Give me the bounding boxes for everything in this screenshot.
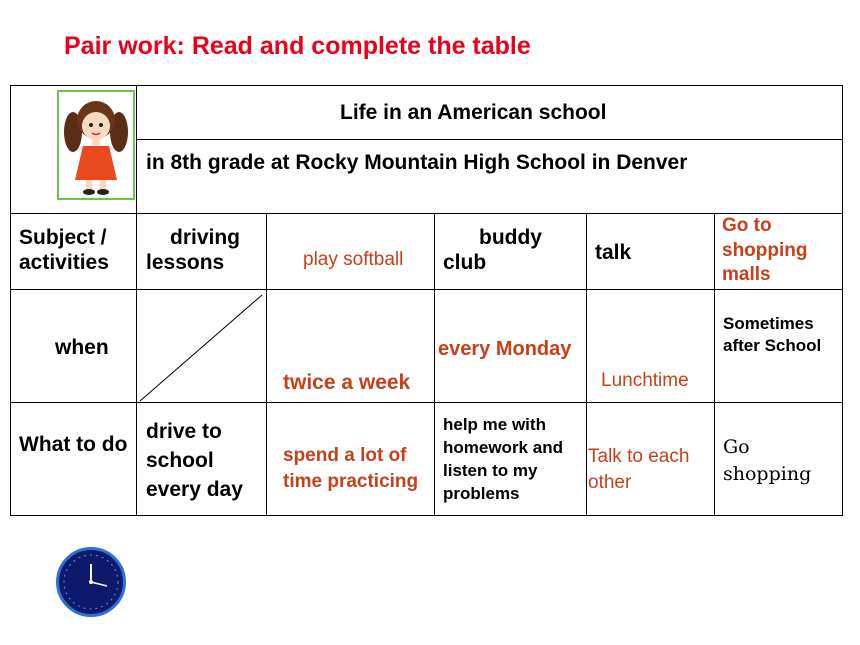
row-label-subject: Subject / activities: [19, 226, 109, 275]
when-softball: twice a week: [283, 371, 411, 394]
girl-picture: [57, 90, 135, 200]
subject-shopping-malls: Go to shopping malls: [722, 215, 808, 286]
what-driving: drive to school every day: [146, 420, 243, 501]
subject-play-softball: play softball: [303, 249, 404, 270]
subject-buddy-club: buddy club: [443, 226, 542, 275]
what-shopping: Go shopping: [723, 436, 812, 485]
subject-talk: talk: [595, 241, 632, 264]
page-title: Pair work: Read and complete the table: [64, 32, 531, 60]
when-shopping: Sometimes after School: [723, 314, 822, 356]
subject-driving-lessons: driving lessons: [146, 226, 241, 275]
what-talk: Talk to each other: [588, 446, 690, 493]
when-buddy-club: every Monday: [438, 338, 572, 360]
table-header-subtitle: in 8th grade at Rocky Mountain High School in Denver: [146, 151, 688, 174]
clock: [56, 547, 126, 617]
row-label-when: when: [55, 336, 109, 359]
cartoon-girl-icon: [59, 92, 133, 198]
what-buddy-club: help me with homework and listen to my problems: [443, 415, 563, 503]
when-talk: Lunchtime: [601, 370, 689, 391]
clock-icon: [59, 550, 123, 614]
row-label-what: What to do: [19, 433, 128, 456]
table-header-title: Life in an American school: [340, 101, 607, 124]
what-softball: spend a lot of time practicing: [283, 445, 419, 492]
